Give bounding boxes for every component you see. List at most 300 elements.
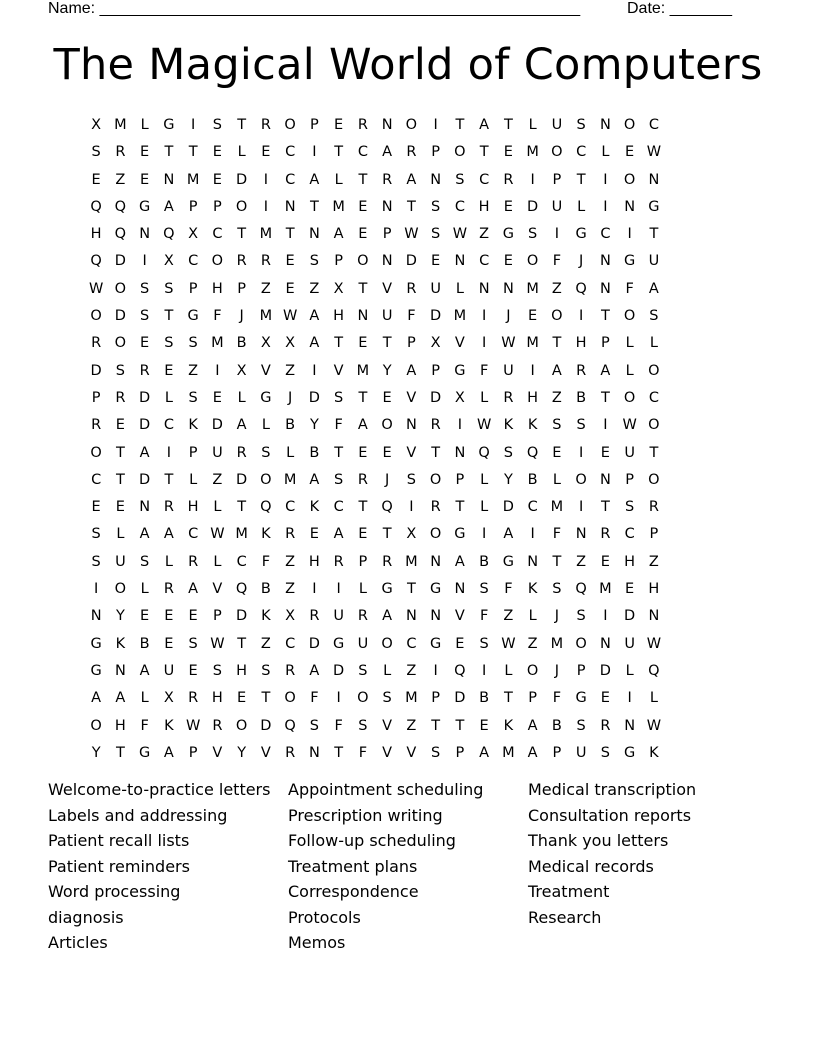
- grid-letter: P: [213, 608, 222, 625]
- grid-letter: N: [599, 471, 611, 488]
- grid-letter: O: [114, 335, 127, 352]
- grid-letter: O: [623, 389, 636, 406]
- grid-letter: S: [140, 280, 150, 297]
- grid-letter: E: [358, 526, 368, 543]
- grid-letter: Z: [309, 280, 320, 297]
- word-item: Appointment scheduling: [288, 780, 484, 799]
- grid-letter: P: [455, 471, 465, 488]
- grid-letter: G: [139, 744, 151, 761]
- grid-letter: E: [600, 690, 610, 707]
- grid-letter: A: [333, 226, 344, 243]
- grid-letter: M: [550, 635, 564, 652]
- grid-letter: Z: [479, 226, 490, 243]
- grid-letter: F: [334, 417, 343, 434]
- grid-letter: J: [287, 389, 293, 406]
- grid-letter: C: [357, 144, 368, 161]
- grid-letter: H: [308, 553, 320, 570]
- name-field-label: Name: ______________________________________________________: [48, 0, 581, 17]
- grid-letter: T: [164, 144, 174, 161]
- grid-letter: E: [358, 444, 368, 461]
- grid-letter: G: [163, 117, 175, 133]
- grid-letter: T: [649, 444, 659, 461]
- grid-row: [84, 494, 666, 521]
- grid-letter: T: [600, 308, 610, 325]
- grid-letter: N: [599, 280, 611, 297]
- grid-letter: S: [503, 444, 513, 461]
- grid-letter: R: [357, 608, 368, 625]
- grid-letter: E: [212, 389, 222, 406]
- grid-row: [84, 276, 666, 303]
- grid-letter: E: [625, 581, 635, 598]
- grid-letter: N: [381, 198, 393, 215]
- grid-letter: U: [430, 280, 441, 297]
- grid-letter: I: [603, 171, 608, 188]
- grid-letter: R: [260, 117, 271, 133]
- grid-letter: N: [308, 744, 320, 761]
- grid-letter: R: [357, 117, 368, 133]
- grid-letter: H: [575, 335, 587, 352]
- grid-letter: N: [478, 280, 490, 297]
- grid-letter: X: [260, 335, 271, 352]
- grid-letter: A: [406, 362, 417, 379]
- grid-letter: L: [261, 417, 270, 434]
- grid-letter: R: [333, 553, 344, 570]
- grid-letter: P: [431, 362, 440, 379]
- grid-letter: B: [236, 335, 247, 352]
- grid-letter: C: [285, 499, 296, 516]
- grid-row: [84, 440, 666, 467]
- grid-letter: P: [188, 198, 198, 215]
- grid-letter: T: [237, 499, 247, 516]
- grid-letter: R: [430, 417, 441, 434]
- grid-letter: T: [334, 144, 344, 161]
- grid-letter: D: [599, 662, 611, 679]
- grid-letter: V: [406, 444, 417, 461]
- grid-letter: R: [406, 144, 417, 161]
- grid-letter: U: [357, 635, 369, 652]
- grid-letter: O: [114, 581, 127, 598]
- grid-letter: Q: [284, 717, 296, 734]
- word-item: Consultation reports: [528, 805, 692, 825]
- grid-letter: F: [552, 253, 562, 270]
- grid-letter: N: [624, 198, 636, 215]
- grid-letter: T: [552, 335, 562, 352]
- grid-letter: W: [622, 417, 637, 434]
- grid-row: [84, 549, 666, 576]
- grid-letter: O: [90, 308, 102, 325]
- grid-letter: D: [405, 253, 417, 270]
- grid-letter: R: [188, 553, 199, 570]
- grid-letter: X: [236, 362, 247, 379]
- grid-letter: A: [479, 117, 490, 133]
- grid-letter: S: [91, 553, 101, 570]
- grid-letter: Q: [575, 280, 587, 297]
- grid-letter: W: [210, 526, 225, 543]
- grid-letter: S: [552, 581, 562, 598]
- grid-letter: C: [576, 144, 587, 161]
- grid-letter: M: [332, 198, 345, 215]
- grid-letter: R: [285, 744, 296, 761]
- grid-letter: W: [646, 144, 662, 161]
- grid-letter: X: [163, 690, 174, 707]
- grid-letter: C: [163, 417, 174, 434]
- grid-letter: Z: [527, 635, 538, 652]
- grid-letter: W: [210, 635, 225, 652]
- grid-letter: C: [479, 171, 490, 188]
- grid-letter: D: [139, 471, 151, 488]
- grid-letter: B: [576, 389, 587, 406]
- grid-letter: T: [261, 690, 271, 707]
- grid-letter: E: [431, 253, 441, 270]
- grid-letter: B: [527, 471, 538, 488]
- grid-letter: E: [625, 144, 635, 161]
- grid-letter: S: [528, 226, 538, 243]
- grid-letter: Z: [406, 717, 417, 734]
- grid-letter: N: [648, 171, 660, 188]
- grid-letter: G: [502, 226, 514, 243]
- grid-letter: K: [309, 499, 320, 516]
- grid-letter: O: [623, 117, 636, 133]
- grid-letter: Z: [285, 553, 296, 570]
- grid-letter: A: [527, 717, 538, 734]
- grid-letter: Q: [163, 226, 175, 243]
- grid-letter: E: [188, 662, 198, 679]
- grid-letter: E: [212, 171, 222, 188]
- grid-letter: L: [528, 117, 537, 133]
- grid-letter: G: [454, 526, 466, 543]
- grid-letter: F: [479, 608, 489, 625]
- grid-letter: G: [502, 553, 514, 570]
- grid-letter: F: [310, 690, 319, 707]
- grid-letter: W: [646, 635, 662, 652]
- grid-letter: I: [578, 308, 584, 325]
- grid-letter: N: [502, 280, 514, 297]
- grid-letter: R: [212, 717, 223, 734]
- grid-letter: X: [406, 526, 417, 543]
- grid-letter: V: [212, 744, 223, 761]
- grid-letter: X: [285, 608, 296, 625]
- word-item: Word processing: [48, 882, 181, 901]
- grid-letter: G: [139, 198, 151, 215]
- grid-letter: P: [625, 471, 634, 488]
- grid-letter: U: [648, 253, 660, 270]
- grid-letter: B: [285, 417, 296, 434]
- grid-letter: P: [188, 444, 198, 461]
- grid-letter: N: [114, 662, 126, 679]
- grid-row: [84, 303, 666, 330]
- grid-row: [84, 221, 666, 248]
- grid-row: [84, 521, 666, 548]
- grid-letter: O: [90, 444, 102, 461]
- grid-letter: U: [381, 308, 393, 325]
- grid-letter: V: [260, 744, 271, 761]
- grid-letter: I: [433, 117, 438, 133]
- grid-letter: V: [406, 744, 417, 761]
- grid-letter: O: [235, 198, 248, 215]
- grid-letter: E: [91, 171, 101, 188]
- grid-letter: S: [212, 662, 222, 679]
- grid-letter: X: [333, 280, 344, 297]
- grid-letter: S: [479, 635, 489, 652]
- word-item: Correspondence: [288, 882, 419, 901]
- grid-letter: T: [503, 117, 513, 133]
- grid-letter: T: [552, 553, 562, 570]
- grid-letter: R: [115, 389, 126, 406]
- grid-letter: U: [624, 635, 635, 652]
- grid-letter: E: [358, 226, 368, 243]
- grid-letter: I: [263, 171, 269, 188]
- grid-letter: W: [501, 635, 516, 652]
- grid-letter: Q: [235, 581, 248, 598]
- grid-letter: L: [140, 690, 149, 707]
- grid-letter: Y: [237, 744, 247, 761]
- grid-letter: K: [164, 717, 174, 734]
- grid-letter: T: [115, 444, 125, 461]
- grid-letter: E: [140, 171, 150, 188]
- grid-letter: S: [309, 253, 319, 270]
- grid-letter: S: [140, 553, 150, 570]
- grid-letter: I: [433, 662, 438, 679]
- grid-letter: V: [454, 335, 465, 352]
- grid-letter: A: [309, 471, 320, 488]
- grid-letter: E: [237, 690, 247, 707]
- grid-letter: O: [648, 362, 660, 379]
- grid-letter: A: [648, 280, 659, 297]
- grid-letter: L: [455, 280, 464, 297]
- grid-letter: D: [236, 171, 248, 188]
- grid-letter: L: [601, 144, 610, 161]
- grid-letter: E: [115, 417, 125, 434]
- grid-letter: O: [575, 471, 587, 488]
- grid-row: [84, 631, 666, 658]
- grid-letter: O: [648, 417, 660, 434]
- grid-letter: S: [552, 417, 562, 434]
- grid-letter: O: [211, 253, 224, 270]
- grid-letter: C: [285, 144, 296, 161]
- grid-letter: P: [334, 253, 343, 270]
- grid-letter: T: [431, 717, 441, 734]
- grid-letter: N: [284, 198, 296, 215]
- grid-letter: E: [382, 444, 392, 461]
- grid-letter: O: [357, 690, 369, 707]
- grid-letter: T: [600, 499, 610, 516]
- grid-letter: R: [260, 253, 271, 270]
- grid-letter: M: [526, 144, 539, 161]
- grid-letter: O: [357, 253, 369, 270]
- grid-row: [84, 576, 666, 603]
- grid-letter: T: [406, 198, 416, 215]
- grid-letter: C: [285, 171, 296, 188]
- grid-letter: K: [261, 526, 271, 543]
- grid-letter: R: [648, 499, 659, 516]
- grid-letter: S: [455, 171, 465, 188]
- word-item: Medical transcription: [528, 780, 697, 799]
- grid-letter: L: [116, 526, 125, 543]
- grid-letter: K: [527, 581, 538, 598]
- grid-letter: J: [239, 308, 244, 325]
- grid-letter: C: [406, 635, 417, 652]
- grid-letter: I: [578, 444, 584, 461]
- word-item: Patient recall lists: [48, 831, 190, 850]
- grid-letter: D: [430, 308, 442, 325]
- grid-letter: R: [382, 171, 393, 188]
- grid-letter: R: [163, 499, 174, 516]
- grid-letter: A: [382, 144, 393, 161]
- grid-letter: Y: [91, 744, 101, 761]
- grid-letter: E: [358, 335, 368, 352]
- grid-letter: P: [431, 144, 440, 161]
- grid-letter: R: [139, 362, 150, 379]
- grid-letter: D: [114, 253, 126, 270]
- grid-letter: N: [139, 226, 151, 243]
- grid-letter: M: [550, 499, 564, 516]
- grid-letter: A: [309, 662, 320, 679]
- grid-letter: T: [334, 444, 344, 461]
- grid-letter: F: [334, 717, 343, 734]
- grid-letter: S: [479, 581, 489, 598]
- grid-letter: D: [502, 499, 514, 516]
- grid-letter: B: [479, 553, 490, 570]
- word-item: Treatment: [528, 882, 610, 901]
- grid-letter: C: [91, 471, 102, 488]
- grid-letter: I: [409, 499, 414, 516]
- grid-letter: L: [625, 335, 634, 352]
- grid-letter: N: [599, 635, 611, 652]
- grid-letter: L: [237, 389, 246, 406]
- grid-letter: O: [623, 308, 636, 325]
- grid-letter: L: [649, 690, 658, 707]
- grid-letter: R: [236, 444, 247, 461]
- grid-row: [84, 685, 666, 712]
- grid-letter: T: [358, 171, 368, 188]
- grid-letter: M: [526, 335, 539, 352]
- grid-letter: T: [358, 389, 368, 406]
- grid-letter: V: [454, 608, 465, 625]
- grid-letter: L: [189, 471, 198, 488]
- grid-letter: N: [405, 608, 417, 625]
- grid-letter: S: [358, 717, 368, 734]
- grid-letter: T: [600, 389, 610, 406]
- grid-letter: G: [624, 744, 636, 761]
- grid-letter: M: [599, 581, 612, 598]
- grid-letter: X: [163, 253, 174, 270]
- grid-letter: R: [309, 608, 320, 625]
- grid-letter: J: [554, 662, 560, 679]
- grid-letter: Z: [212, 471, 223, 488]
- grid-letter: G: [575, 690, 587, 707]
- grid-letter: O: [235, 717, 248, 734]
- grid-letter: S: [431, 226, 441, 243]
- grid-letter: H: [236, 662, 248, 679]
- grid-row: [84, 467, 666, 494]
- word-item: Protocols: [288, 907, 361, 927]
- grid-row: [84, 330, 666, 357]
- grid-letter: Q: [381, 499, 393, 516]
- grid-letter: R: [503, 389, 514, 406]
- grid-letter: K: [527, 417, 538, 434]
- grid-letter: T: [382, 526, 392, 543]
- grid-letter: L: [504, 662, 513, 679]
- grid-letter: S: [115, 362, 125, 379]
- word-item: Articles: [48, 933, 108, 952]
- grid-letter: T: [237, 226, 247, 243]
- grid-letter: D: [308, 635, 320, 652]
- grid-letter: R: [382, 553, 393, 570]
- grid-letter: I: [627, 226, 632, 243]
- grid-letter: T: [164, 308, 174, 325]
- grid-letter: F: [479, 362, 489, 379]
- grid-letter: O: [648, 471, 660, 488]
- grid-letter: R: [285, 662, 296, 679]
- grid-letter: F: [625, 280, 634, 297]
- grid-letter: Q: [454, 662, 466, 679]
- grid-letter: M: [259, 226, 273, 243]
- grid-letter: T: [382, 335, 392, 352]
- grid-letter: L: [164, 389, 173, 406]
- grid-letter: T: [455, 499, 465, 516]
- grid-letter: A: [309, 335, 320, 352]
- grid-letter: S: [649, 308, 659, 325]
- grid-letter: N: [381, 117, 393, 133]
- word-item: Thank you letters: [528, 831, 669, 850]
- grid-letter: E: [503, 253, 513, 270]
- grid-letter: V: [382, 744, 393, 761]
- grid-letter: A: [527, 744, 538, 761]
- grid-letter: R: [503, 171, 514, 188]
- grid-letter: S: [576, 417, 586, 434]
- grid-letter: V: [406, 389, 417, 406]
- grid-letter: I: [93, 581, 99, 598]
- grid-row: [84, 603, 666, 630]
- grid-letter: D: [527, 198, 539, 215]
- grid-letter: Q: [478, 444, 490, 461]
- grid-letter: D: [430, 389, 442, 406]
- grid-letter: G: [430, 581, 442, 598]
- grid-letter: R: [188, 690, 199, 707]
- grid-letter: G: [90, 662, 102, 679]
- grid-letter: M: [283, 471, 297, 488]
- grid-letter: S: [164, 335, 174, 352]
- grid-letter: T: [358, 499, 368, 516]
- grid-letter: H: [478, 198, 490, 215]
- grid-letter: R: [91, 417, 102, 434]
- grid-letter: R: [600, 526, 611, 543]
- grid-letter: H: [624, 553, 636, 570]
- grid-letter: V: [260, 362, 271, 379]
- grid-letter: D: [308, 389, 320, 406]
- grid-letter: E: [528, 308, 538, 325]
- grid-letter: N: [599, 253, 611, 270]
- grid-letter: T: [188, 144, 198, 161]
- grid-letter: W: [282, 308, 298, 325]
- grid-letter: M: [356, 362, 370, 379]
- grid-letter: L: [577, 198, 586, 215]
- grid-letter: I: [142, 253, 147, 270]
- grid-letter: K: [115, 635, 126, 652]
- grid-letter: C: [479, 253, 490, 270]
- grid-letter: S: [576, 117, 586, 133]
- grid-letter: D: [139, 417, 151, 434]
- grid-letter: G: [430, 635, 442, 652]
- grid-letter: I: [603, 198, 608, 215]
- grid-letter: I: [627, 690, 632, 707]
- grid-letter: L: [213, 553, 222, 570]
- grid-letter: D: [114, 308, 126, 325]
- grid-letter: O: [381, 417, 393, 434]
- grid-letter: I: [530, 526, 535, 543]
- grid-letter: T: [285, 226, 295, 243]
- grid-row: [84, 713, 666, 740]
